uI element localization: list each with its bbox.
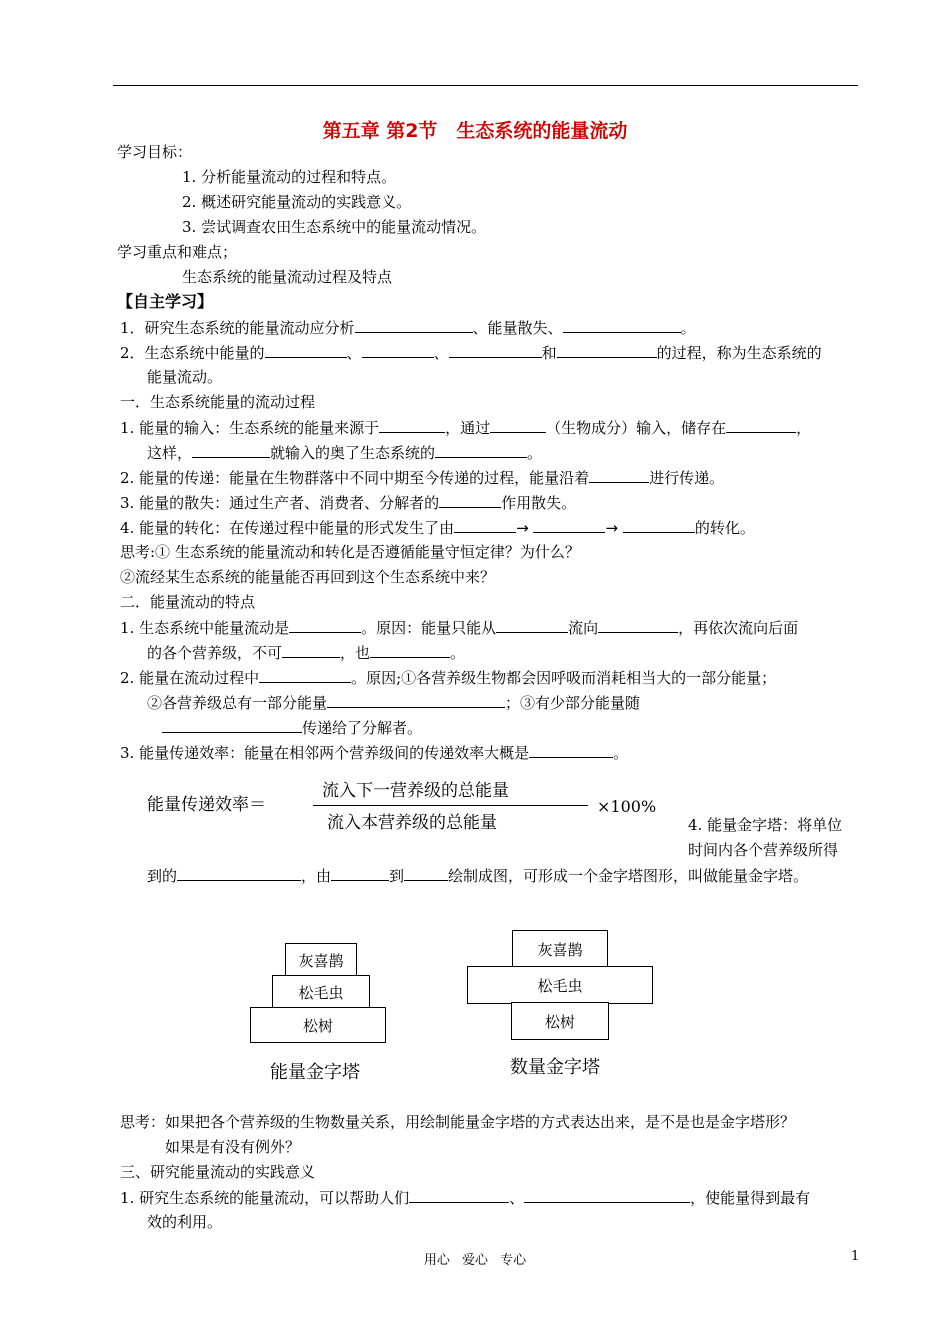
blank[interactable] <box>379 417 445 433</box>
blank[interactable] <box>496 617 568 633</box>
page-number: 1 <box>851 1249 860 1264</box>
page-title: 第五章 第2节 生态系统的能量流动 <box>322 120 628 142</box>
key-heading: 学习重点和难点； <box>117 243 238 261</box>
number-pyramid-base: 松树 <box>511 1002 609 1040</box>
energy-pyramid-caption: 能量金字塔 <box>270 1062 360 1083</box>
blank[interactable] <box>331 865 389 881</box>
goal-2: 2. 概述研究能量流动的实践意义。 <box>182 193 412 211</box>
blank[interactable] <box>327 692 505 708</box>
blank[interactable] <box>449 342 542 358</box>
feature-2-cont2: 传递给了分解者。 <box>162 717 422 738</box>
section-1-heading: 一．生态系统能量的流动过程 <box>120 393 316 411</box>
energy-pyramid-base: 松树 <box>250 1007 386 1043</box>
blank[interactable] <box>726 417 796 433</box>
feature-4-line2: 时间内各个营养级所得 <box>688 841 839 859</box>
blank[interactable] <box>598 617 678 633</box>
feature-1: 1. 生态系统中能量流动是 。原因：能量只能从 流向 ，再依次流向后面 <box>120 619 799 637</box>
think-3-cont: 如果是有没有例外？ <box>165 1138 301 1156</box>
blank[interactable] <box>529 742 613 758</box>
number-pyramid-middle: 松毛虫 <box>467 966 653 1004</box>
blank[interactable] <box>623 517 695 533</box>
think-2: ②流经某生态系统的能量能否再回到这个生态系统中来？ <box>120 568 496 586</box>
formula-denominator: 流入本营养级的总能量 <box>327 813 497 833</box>
process-1: 1. 能量的输入：生态系统的能量来源于 ，通过 （生物成分）输入，储存在 ， <box>120 419 812 437</box>
blank[interactable] <box>162 717 302 733</box>
blank[interactable] <box>282 642 340 658</box>
blank[interactable] <box>362 342 434 358</box>
goal-3: 3. 尝试调查农田生态系统中的能量流动情况。 <box>182 218 487 236</box>
number-pyramid-top: 灰喜鹊 <box>512 930 608 968</box>
goal-1: 1. 分析能量流动的过程和特点。 <box>182 168 397 186</box>
feature-2: 2. 能量在流动过程中 。原因;①各营养级生物都会因呼吸而消耗相当大的一部分能量； <box>120 669 777 687</box>
blank[interactable] <box>563 317 681 333</box>
arrow-icon: → <box>605 519 619 537</box>
significance-1: 1. 研究生态系统的能量流动，可以帮助人们 、 ，使能量得到最有 <box>120 1189 811 1207</box>
blank[interactable] <box>289 617 361 633</box>
blank[interactable] <box>454 517 516 533</box>
formula-numerator: 流入下一营养级的总能量 <box>322 781 509 801</box>
process-2: 2. 能量的传递：能量在生物群落中不同中期至今传递的过程，能量沿着 进行传递。 <box>120 469 725 487</box>
self-study-heading: 【自主学习】 <box>117 292 214 311</box>
process-1-cont: 这样， 就输入的奥了生态系统的 。 <box>147 444 543 462</box>
blank[interactable] <box>490 417 546 433</box>
question-2: 2．生态系统中能量的 、 、 和 的过程，称为生态系统的 <box>120 344 822 362</box>
blank[interactable] <box>259 667 351 683</box>
energy-pyramid-middle: 松毛虫 <box>272 975 370 1009</box>
blank[interactable] <box>409 1187 509 1203</box>
fraction-line <box>313 805 588 806</box>
blank[interactable] <box>557 342 657 358</box>
process-3: 3. 能量的散失：通过生产者、消费者、分解者的 作用散失。 <box>120 494 577 512</box>
header-rule <box>113 85 858 86</box>
arrow-icon: → <box>516 519 529 537</box>
blank[interactable] <box>404 865 448 881</box>
blank[interactable] <box>265 342 347 358</box>
formula-multiplier: ×100% <box>597 797 657 816</box>
blank[interactable] <box>370 642 450 658</box>
blank[interactable] <box>355 317 473 333</box>
feature-4-cont: 到的 ，由 到 绘制成图，可形成一个金字塔图形，叫做能量金字塔。 <box>147 867 809 885</box>
question-1: 1．研究生态系统的能量流动应分析 、能量散失、 。 <box>120 319 696 337</box>
blank[interactable] <box>533 517 605 533</box>
section-2-heading: 二．能量流动的特点 <box>120 593 256 611</box>
blank[interactable] <box>435 442 527 458</box>
blank[interactable] <box>177 865 301 881</box>
goals-heading: 学习目标： <box>117 143 193 161</box>
section-3-heading: 三、研究能量流动的实践意义 <box>120 1163 316 1181</box>
feature-4: 4. 能量金字塔：将单位 <box>688 816 843 834</box>
feature-2-cont: ②各营养级总有一部分能量 ；③有少部分能量随 <box>147 694 641 712</box>
blank[interactable] <box>439 492 501 508</box>
question-2-cont: 能量流动。 <box>147 368 223 386</box>
formula-lhs: 能量传递效率＝ <box>147 795 266 815</box>
significance-1-cont: 效的利用。 <box>147 1213 223 1231</box>
blank[interactable] <box>192 442 270 458</box>
key-text: 生态系统的能量流动过程及特点 <box>182 268 393 286</box>
number-pyramid-caption: 数量金字塔 <box>510 1057 600 1078</box>
energy-pyramid-top: 灰喜鹊 <box>285 943 357 977</box>
process-4: 4. 能量的转化：在传递过程中能量的形式发生了由 → → 的转化。 <box>120 519 755 537</box>
feature-3: 3. 能量传递效率：能量在相邻两个营养级间的传递效率大概是 。 <box>120 744 629 762</box>
blank[interactable] <box>589 467 649 483</box>
feature-1-cont: 的各个营养级，不可 ，也 。 <box>147 644 466 662</box>
think-3: 思考：如果把各个营养级的生物数量关系，用绘制能量金字塔的方式表达出来，是不是也是金字塔形？ <box>120 1113 796 1131</box>
footer-text: 用心 爱心 专心 <box>423 1253 527 1268</box>
think-1: 思考:① 生态系统的能量流动和转化是否遵循能量守恒定律？为什么？ <box>120 543 580 561</box>
blank[interactable] <box>524 1187 690 1203</box>
